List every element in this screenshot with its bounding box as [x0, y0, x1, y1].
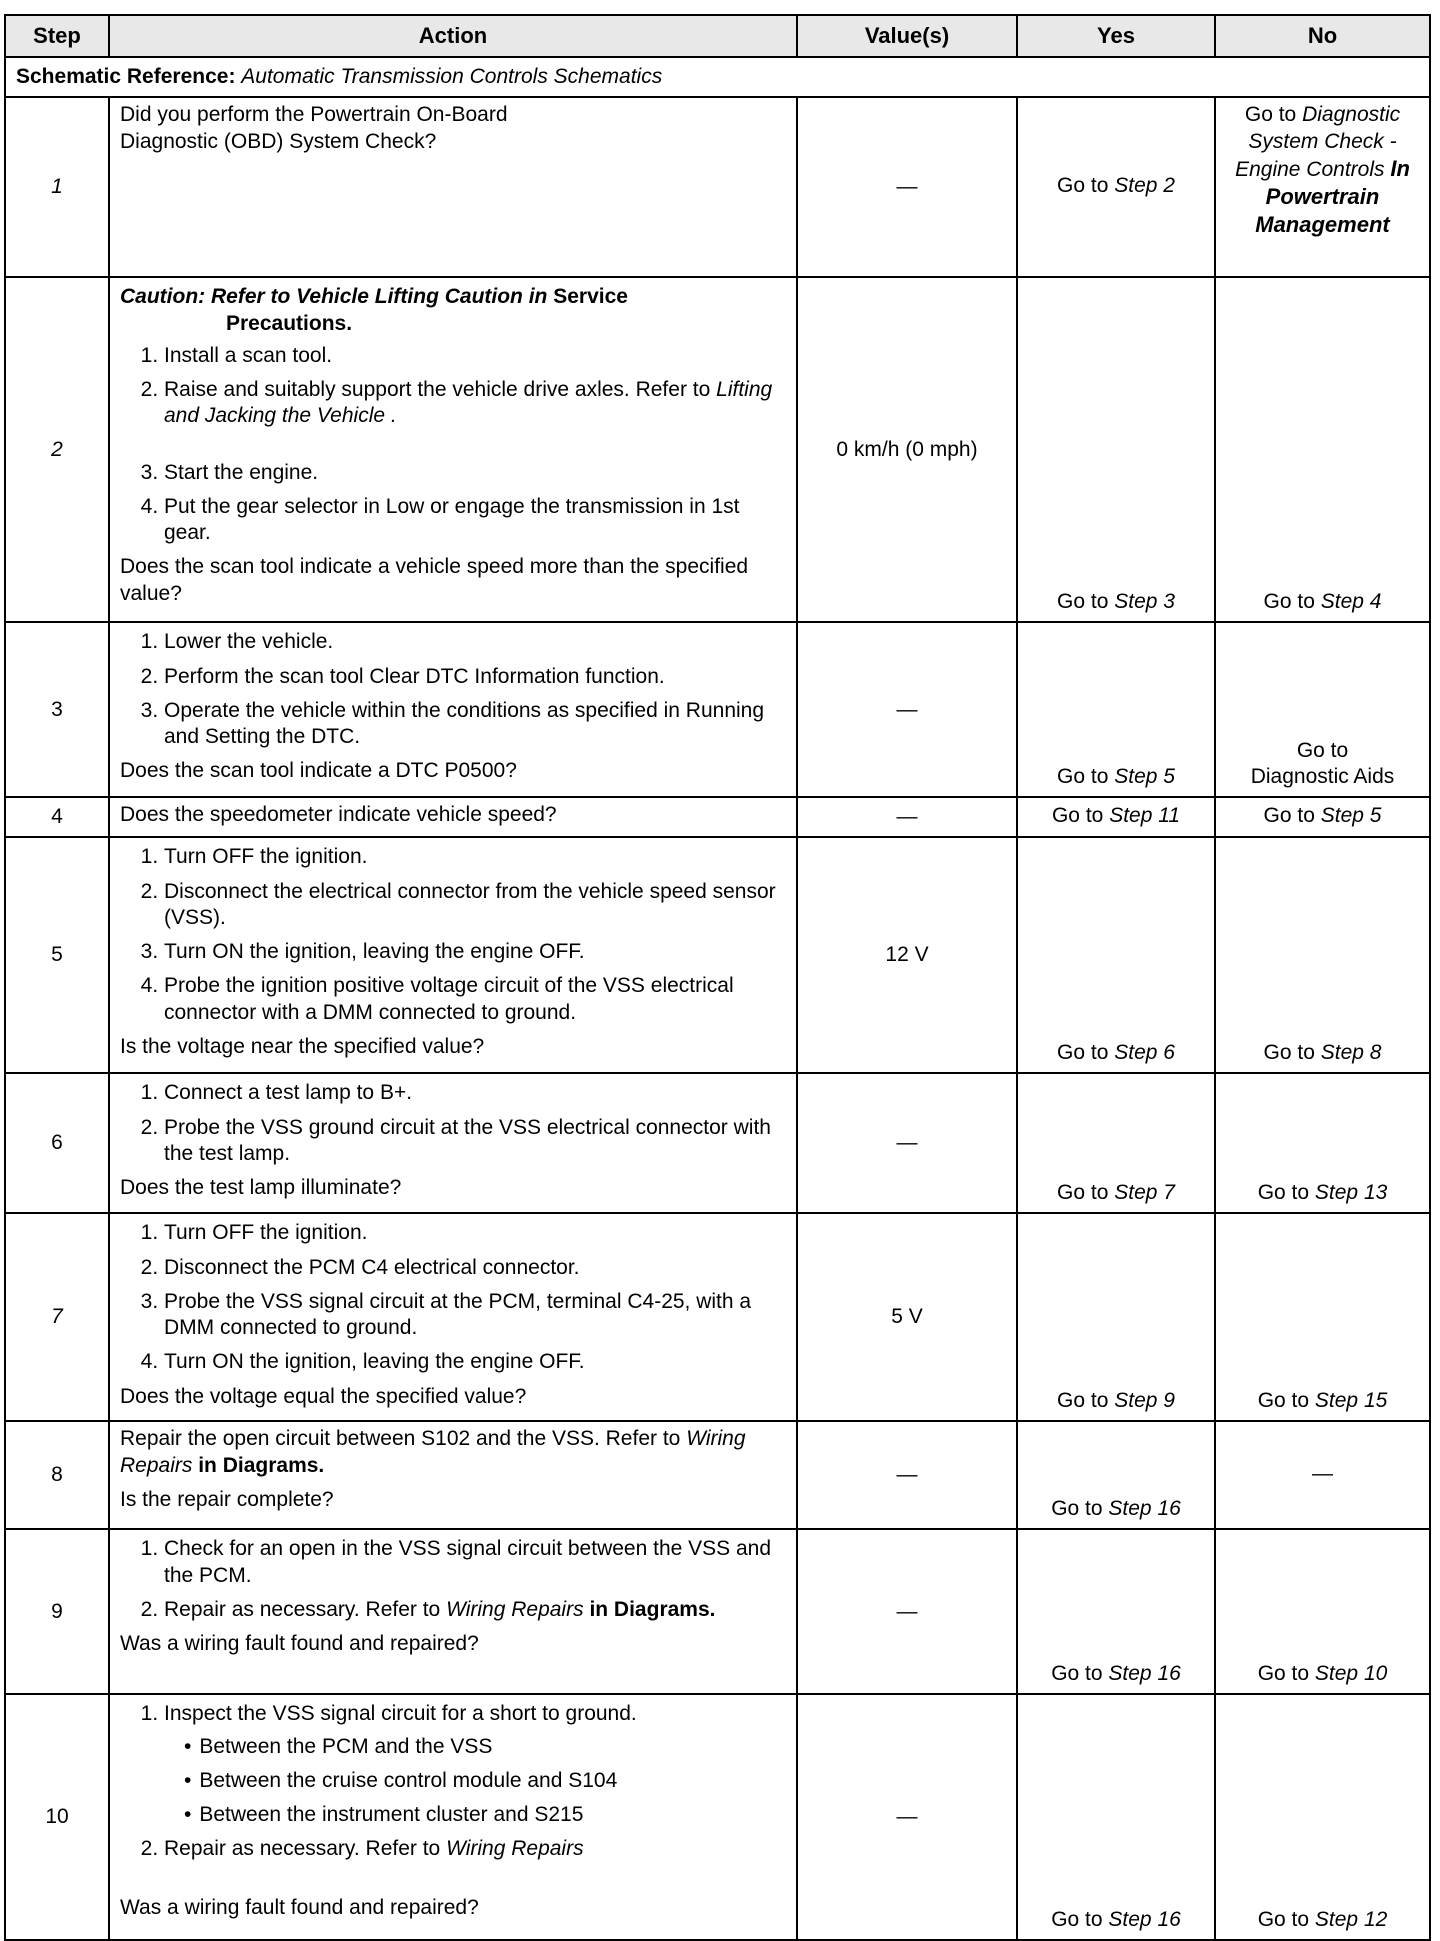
no-link: Step 10: [1314, 1662, 1388, 1685]
step-number: 10: [5, 1694, 109, 1940]
step-number: 9: [5, 1529, 109, 1694]
diagnostic-aids-link: Diagnostic Aids: [1250, 765, 1395, 788]
table-row: [5, 1213, 1430, 1421]
no-cell: Go to Step 10: [1215, 1529, 1430, 1694]
value-cell: —: [797, 1073, 1017, 1213]
yes-link: Step 11: [1109, 804, 1181, 828]
value-cell: —: [797, 797, 1017, 837]
no-cell: Go to Step 5: [1215, 797, 1430, 837]
question: Did you perform the Powertrain On-Board Diagnostic (OBD) System Check?: [120, 103, 508, 153]
header-no: No: [1215, 15, 1430, 57]
list-item: 2. Raise and suitably support the vehicle drive axles. Refer to Lifting and Jacking the Vehicle .: [164, 377, 786, 430]
yes-link: Step 3: [1114, 590, 1175, 613]
no-link: Step 5: [1320, 804, 1382, 828]
yes-cell: Go to Step 9: [1017, 1213, 1215, 1421]
value-cell: —: [797, 97, 1017, 277]
action-list: [120, 1536, 786, 1623]
value-cell: 5 V: [797, 1213, 1017, 1421]
table-row: [5, 97, 1430, 277]
no-cell: Go to Diagnostic Aids: [1215, 622, 1430, 797]
header-row: [5, 15, 1430, 57]
yes-cell: Go to Step 5: [1017, 622, 1215, 797]
question: Was a wiring fault found and repaired?: [120, 1632, 479, 1655]
header-yes: Yes: [1017, 15, 1215, 57]
list-item: 1. Inspect the VSS signal circuit for a short to ground. • Between the PCM and the VSS • Between the cruise control module and S104 • Between the instrument cluster and S215: [164, 1701, 786, 1828]
step-number: 1: [5, 97, 109, 277]
list-item: 2. Probe the VSS ground circuit at the VSS electrical connector with the test lamp.: [164, 1115, 786, 1168]
list-item: 4. Turn ON the ignition, leaving the engine OFF.: [164, 1349, 786, 1375]
action-cell: [109, 1213, 797, 1421]
table-row: [5, 1694, 1430, 1940]
action-cell: [109, 1529, 797, 1694]
question: Does the scan tool indicate a vehicle speed more than the specified value?: [120, 555, 749, 605]
list-item: 2. Repair as necessary. Refer to Wiring Repairs in Diagrams.: [164, 1597, 786, 1623]
question: Does the test lamp illuminate?: [120, 1176, 402, 1199]
caution-note: Caution: Refer to Vehicle Lifting Caution in Service Precautions.: [120, 285, 628, 335]
action-cell: [109, 97, 797, 277]
yes-cell: Go to Step 11: [1017, 797, 1215, 837]
action-cell: [109, 277, 797, 622]
bullet-item: • Between the instrument cluster and S215: [200, 1802, 786, 1828]
no-link: Step 12: [1314, 1908, 1388, 1931]
yes-link: Step 7: [1114, 1181, 1175, 1204]
no-cell: Go to Step 4: [1215, 277, 1430, 622]
yes-link: Step 2: [1114, 174, 1175, 198]
lifting-link: Lifting and Jacking the Vehicle .: [164, 378, 773, 428]
yes-cell: Go to Step 6: [1017, 837, 1215, 1073]
action-cell: [109, 1421, 797, 1529]
yes-cell: Go to Step 16: [1017, 1529, 1215, 1694]
schematic-label: Schematic Reference:: [16, 65, 236, 88]
no-link-manual: In Powertrain Management: [1255, 155, 1410, 238]
value-cell: 12 V: [797, 837, 1017, 1073]
schematic-link: Automatic Transmission Controls Schematics: [241, 65, 663, 88]
list-item: 1. Check for an open in the VSS signal circuit between the VSS and the PCM.: [164, 1536, 786, 1589]
list-item: 2. Disconnect the PCM C4 electrical connector.: [164, 1255, 786, 1281]
yes-link: Step 16: [1108, 1497, 1181, 1520]
step-number: 8: [5, 1421, 109, 1529]
header-values: Value(s): [797, 15, 1017, 57]
bullet-list: [164, 1734, 786, 1829]
step-number: 4: [5, 797, 109, 837]
no-link: Step 8: [1320, 1041, 1382, 1064]
table-row: [5, 277, 1430, 622]
list-item: 1. Install a scan tool.: [164, 343, 786, 369]
no-link: Step 15: [1314, 1389, 1388, 1412]
yes-link: Step 5: [1114, 765, 1175, 788]
wiring-repairs-link: Wiring Repairs: [446, 1837, 584, 1861]
no-cell: Go to Step 13: [1215, 1073, 1430, 1213]
question: Does the voltage equal the specified value?: [120, 1384, 527, 1408]
action-list: [120, 1220, 786, 1375]
list-item: 2. Disconnect the electrical connector from the vehicle speed sensor (VSS).: [164, 879, 786, 932]
value-cell: 0 km/h (0 mph): [797, 277, 1017, 622]
wiring-repairs-link: Wiring Repairs: [120, 1427, 746, 1477]
step-number: 3: [5, 622, 109, 797]
no-cell: Go to Step 12: [1215, 1694, 1430, 1940]
bullet-item: • Between the cruise control module and S104: [200, 1768, 786, 1794]
step-number: 2: [5, 277, 109, 622]
yes-link: Step 6: [1114, 1041, 1175, 1064]
no-cell: Go to Step 15: [1215, 1213, 1430, 1421]
action-list: [120, 629, 786, 750]
yes-link: Step 16: [1108, 1908, 1181, 1931]
table-row: [5, 1529, 1430, 1694]
question: Is the repair complete?: [120, 1487, 334, 1511]
diagnostic-table: [4, 14, 1431, 1941]
value-cell: —: [797, 1529, 1017, 1694]
action-list: [120, 1080, 786, 1167]
list-item: 3. Start the engine.: [164, 460, 786, 486]
list-item: 2. Repair as necessary. Refer to Wiring Repairs: [164, 1836, 786, 1862]
no-link: Step 13: [1314, 1181, 1388, 1204]
yes-cell: Go to Step 3: [1017, 277, 1215, 622]
list-item: 3. Turn ON the ignition, leaving the engine OFF.: [164, 939, 786, 965]
question: Does the speedometer indicate vehicle speed?: [109, 797, 797, 837]
list-item: 1. Turn OFF the ignition.: [164, 844, 786, 870]
action-cell: [109, 837, 797, 1073]
yes-cell: Go to Step 2: [1017, 97, 1215, 277]
action-list: [120, 1701, 786, 1862]
step-number: 5: [5, 837, 109, 1073]
no-cell: —: [1215, 1421, 1430, 1529]
yes-link: Step 9: [1114, 1389, 1175, 1412]
action-cell: [109, 1694, 797, 1940]
question: Is the voltage near the specified value?: [120, 1034, 485, 1058]
table-row: [5, 837, 1430, 1073]
schematic-reference: [5, 57, 1430, 97]
schematic-reference-row: [5, 57, 1430, 97]
bullet-item: • Between the PCM and the VSS: [200, 1734, 786, 1760]
yes-link: Step 16: [1108, 1662, 1181, 1685]
list-item: 1. Connect a test lamp to B+.: [164, 1080, 786, 1106]
yes-cell: Go to Step 16: [1017, 1421, 1215, 1529]
list-item: 1. Turn OFF the ignition.: [164, 1220, 786, 1246]
action-cell: [109, 1073, 797, 1213]
no-link: Diagnostic System Check - Engine Controls: [1235, 103, 1401, 181]
list-item: 3. Probe the VSS signal circuit at the PCM, terminal C4-25, with a DMM connected to ground.: [164, 1289, 786, 1342]
action-cell: [109, 622, 797, 797]
yes-cell: Go to Step 16: [1017, 1694, 1215, 1940]
header-step: Step: [5, 15, 109, 57]
list-item: 4. Probe the ignition positive voltage circuit of the VSS electrical connector with a DMM connected to ground.: [164, 973, 786, 1026]
no-link: Step 4: [1320, 590, 1382, 613]
yes-cell: Go to Step 7: [1017, 1073, 1215, 1213]
step-number: 7: [5, 1213, 109, 1421]
value-cell: —: [797, 1694, 1017, 1940]
list-item: 2. Perform the scan tool Clear DTC Information function.: [164, 664, 786, 690]
table-row: [5, 1073, 1430, 1213]
value-cell: —: [797, 622, 1017, 797]
no-cell: Go to Step 8: [1215, 837, 1430, 1073]
list-item: 3. Operate the vehicle within the conditions as specified in Running and Setting the DTC.: [164, 698, 786, 751]
list-item: 1. Lower the vehicle.: [164, 629, 786, 655]
list-item: 4. Put the gear selector in Low or engage the transmission in 1st gear.: [164, 494, 786, 547]
wiring-repairs-link: Wiring Repairs: [446, 1597, 584, 1621]
table-row: [5, 622, 1430, 797]
value-cell: —: [797, 1421, 1017, 1529]
table-row: [5, 1421, 1430, 1529]
table-row: [5, 797, 1430, 837]
action-text: Repair the open circuit between S102 and the VSS. Refer to Wiring Repairs in Diagrams.: [120, 1427, 746, 1477]
no-cell: Go to Diagnostic System Check - Engine Controls In Powertrain Management: [1215, 97, 1430, 277]
step-number: 6: [5, 1073, 109, 1213]
question: Does the scan tool indicate a DTC P0500?: [120, 759, 517, 783]
action-list: [120, 844, 786, 1026]
question: Was a wiring fault found and repaired?: [120, 1895, 479, 1919]
header-action: Action: [109, 15, 797, 57]
action-list: [120, 343, 786, 547]
